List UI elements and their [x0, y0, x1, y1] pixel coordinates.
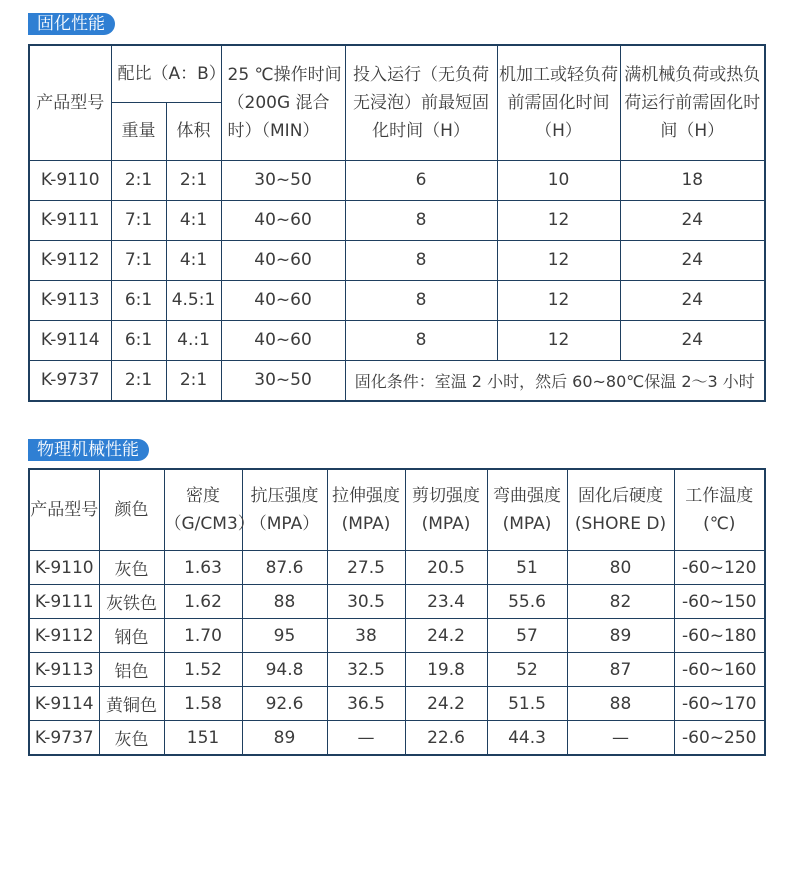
cell-model: K-9113	[29, 280, 111, 320]
cell-volume: 2:1	[166, 160, 221, 200]
cell-hardness: 80	[567, 551, 674, 585]
cell-full-load: 24	[620, 280, 765, 320]
cell-working-time: 40~60	[221, 320, 345, 360]
cell-color: 灰色	[99, 551, 164, 585]
cell-weight: 6:1	[111, 280, 166, 320]
cell-weight: 7:1	[111, 200, 166, 240]
cell-working-time: 30~50	[221, 160, 345, 200]
cell-model: K-9111	[29, 200, 111, 240]
header-shear: 剪切强度(MPA)	[405, 469, 487, 551]
cell-color: 铝色	[99, 653, 164, 687]
cell-tensile: 38	[327, 619, 405, 653]
table-row	[29, 200, 765, 240]
header-weight: 重量	[111, 102, 166, 160]
cell-flexural: 44.3	[487, 721, 567, 756]
cell-tensile: 36.5	[327, 687, 405, 721]
cell-shear: 24.2	[405, 687, 487, 721]
cell-model: K-9114	[29, 320, 111, 360]
header-full-load: 满机械负荷或热负荷运行前需固化时间（H）	[620, 45, 765, 160]
cell-shear: 24.2	[405, 619, 487, 653]
cell-weight: 6:1	[111, 320, 166, 360]
cell-full-load: 24	[620, 240, 765, 280]
cell-density: 1.62	[164, 585, 242, 619]
header-volume: 体积	[166, 102, 221, 160]
cell-model: K-9110	[29, 551, 99, 585]
cell-hardness: 89	[567, 619, 674, 653]
cell-temp: -60~160	[674, 653, 765, 687]
table-row	[29, 320, 765, 360]
cell-compressive: 94.8	[242, 653, 327, 687]
cell-shear: 23.4	[405, 585, 487, 619]
cell-shear: 19.8	[405, 653, 487, 687]
header-ratio: 配比（A：B）	[111, 45, 221, 102]
cell-working-time: 40~60	[221, 240, 345, 280]
cell-tensile: 32.5	[327, 653, 405, 687]
cell-working-time: 30~50	[221, 360, 345, 401]
header-temp: 工作温度(℃)	[674, 469, 765, 551]
cell-working-time: 40~60	[221, 280, 345, 320]
cell-compressive: 92.6	[242, 687, 327, 721]
cell-color: 灰色	[99, 721, 164, 756]
cell-compressive: 89	[242, 721, 327, 756]
cell-shear: 22.6	[405, 721, 487, 756]
cell-machining: 12	[497, 320, 620, 360]
cell-volume: 4.:1	[166, 320, 221, 360]
table-row	[29, 721, 765, 756]
cell-machining: 12	[497, 240, 620, 280]
cell-color: 黄铜色	[99, 687, 164, 721]
header-working-time: 25 ℃操作时间（200G 混合时）（MIN）	[221, 45, 345, 160]
header-model: 产品型号	[29, 469, 99, 551]
cell-min-cure: 8	[345, 320, 497, 360]
cell-density: 1.70	[164, 619, 242, 653]
cell-working-time: 40~60	[221, 200, 345, 240]
cell-volume: 4:1	[166, 240, 221, 280]
curing-condition-note: 固化条件：室温 2 小时，然后 60~80℃保温 2～3 小时	[345, 360, 765, 401]
cell-model: K-9737	[29, 360, 111, 401]
cell-full-load: 18	[620, 160, 765, 200]
cell-volume: 4.5:1	[166, 280, 221, 320]
header-machining: 机加工或轻负荷前需固化时间（H）	[497, 45, 620, 160]
cell-compressive: 87.6	[242, 551, 327, 585]
cell-temp: -60~150	[674, 585, 765, 619]
cell-hardness: 88	[567, 687, 674, 721]
cell-tensile: —	[327, 721, 405, 756]
cell-compressive: 88	[242, 585, 327, 619]
cell-tensile: 30.5	[327, 585, 405, 619]
cell-volume: 2:1	[166, 360, 221, 401]
cell-min-cure: 8	[345, 280, 497, 320]
table-row	[29, 360, 765, 401]
cell-machining: 10	[497, 160, 620, 200]
table-row	[29, 619, 765, 653]
table-row	[29, 160, 765, 200]
cell-temp: -60~170	[674, 687, 765, 721]
header-density: 密度（G/CM3）	[164, 469, 242, 551]
cell-min-cure: 6	[345, 160, 497, 200]
cell-color: 灰铁色	[99, 585, 164, 619]
cell-color: 钢色	[99, 619, 164, 653]
cell-temp: -60~180	[674, 619, 765, 653]
cell-weight: 7:1	[111, 240, 166, 280]
table-row	[29, 240, 765, 280]
table-row	[29, 280, 765, 320]
cell-density: 1.58	[164, 687, 242, 721]
cell-tensile: 27.5	[327, 551, 405, 585]
cell-model: K-9737	[29, 721, 99, 756]
header-hardness: 固化后硬度(SHORE D)	[567, 469, 674, 551]
cell-weight: 2:1	[111, 360, 166, 401]
table-row	[29, 585, 765, 619]
header-min-cure: 投入运行（无负荷无浸泡）前最短固化时间（H）	[345, 45, 497, 160]
cell-machining: 12	[497, 280, 620, 320]
cell-hardness: —	[567, 721, 674, 756]
mechanical-properties-table	[28, 468, 766, 756]
table-row	[29, 551, 765, 585]
cell-full-load: 24	[620, 320, 765, 360]
cell-compressive: 95	[242, 619, 327, 653]
section-title-curing: 固化性能	[28, 13, 115, 35]
cell-volume: 4:1	[166, 200, 221, 240]
cell-density: 1.52	[164, 653, 242, 687]
curing-performance-table	[28, 44, 766, 402]
header-model: 产品型号	[29, 45, 111, 160]
cell-flexural: 51.5	[487, 687, 567, 721]
cell-flexural: 55.6	[487, 585, 567, 619]
header-flexural: 弯曲强度(MPA)	[487, 469, 567, 551]
cell-density: 1.63	[164, 551, 242, 585]
header-color: 颜色	[99, 469, 164, 551]
table-row	[29, 687, 765, 721]
cell-weight: 2:1	[111, 160, 166, 200]
cell-hardness: 87	[567, 653, 674, 687]
cell-model: K-9112	[29, 240, 111, 280]
cell-flexural: 57	[487, 619, 567, 653]
cell-model: K-9113	[29, 653, 99, 687]
section-title-mechanical: 物理机械性能	[28, 439, 149, 461]
cell-model: K-9110	[29, 160, 111, 200]
cell-flexural: 52	[487, 653, 567, 687]
cell-machining: 12	[497, 200, 620, 240]
cell-min-cure: 8	[345, 200, 497, 240]
cell-min-cure: 8	[345, 240, 497, 280]
table-row	[29, 653, 765, 687]
cell-temp: -60~120	[674, 551, 765, 585]
cell-full-load: 24	[620, 200, 765, 240]
cell-model: K-9111	[29, 585, 99, 619]
cell-shear: 20.5	[405, 551, 487, 585]
header-compressive: 抗压强度（MPA）	[242, 469, 327, 551]
cell-temp: -60~250	[674, 721, 765, 756]
cell-model: K-9114	[29, 687, 99, 721]
cell-density: 151	[164, 721, 242, 756]
header-tensile: 拉伸强度(MPA)	[327, 469, 405, 551]
cell-hardness: 82	[567, 585, 674, 619]
cell-flexural: 51	[487, 551, 567, 585]
cell-model: K-9112	[29, 619, 99, 653]
